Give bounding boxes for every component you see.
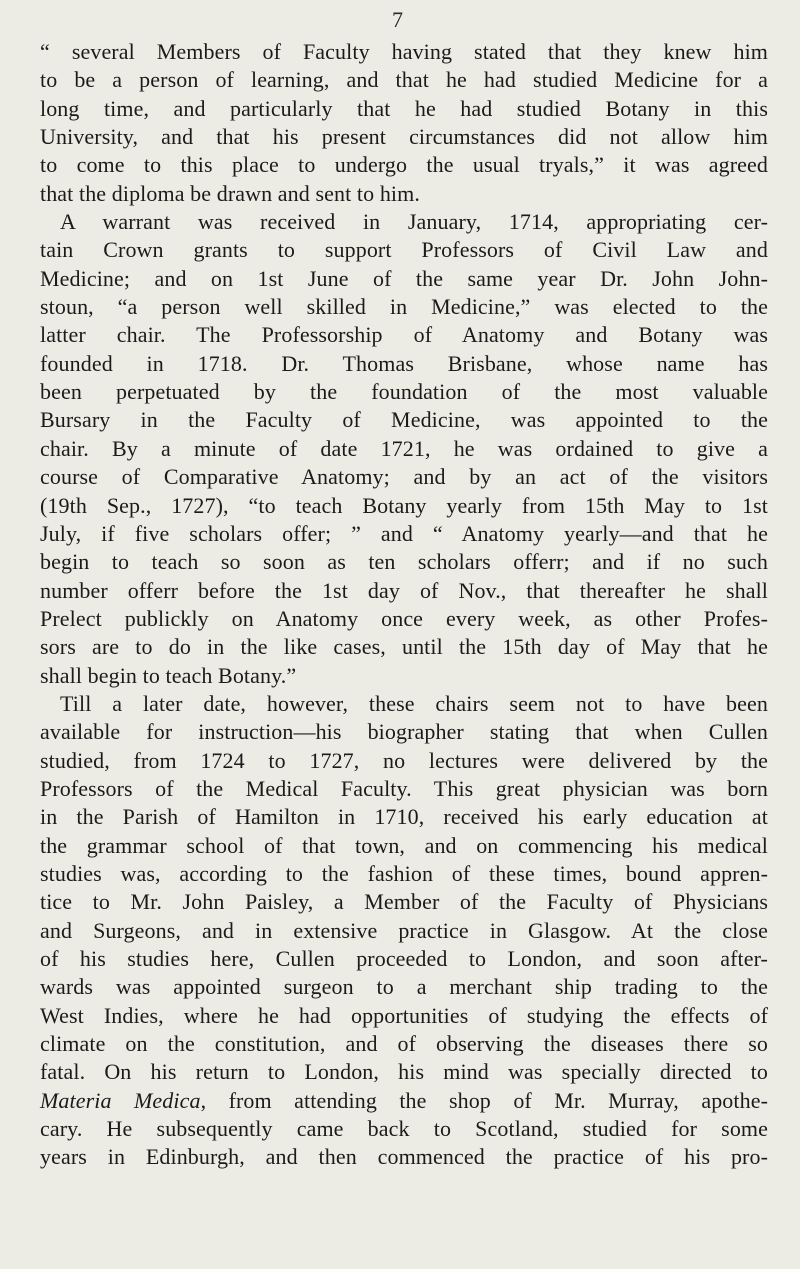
- text-line: tice to Mr. John Paisley, a Member of the Faculty of Physicians: [40, 889, 768, 915]
- body-text: [40, 38, 768, 1172]
- text-line: to be a person of learning, and that he had studied Medicine for a: [40, 67, 768, 93]
- text-line: cary. He subsequently came back to Scotland, studied for some: [40, 1116, 768, 1142]
- text-line: founded in 1718. Dr. Thomas Brisbane, whose name has: [40, 350, 768, 376]
- text-line: of his studies here, Cullen proceeded to London, and soon after-: [40, 946, 768, 971]
- text-line: Medicine; and on 1st June of the same year Dr. John John-: [40, 265, 768, 291]
- text-line: July, if five scholars offer; ” and “ Anatomy yearly—and that he: [40, 520, 768, 546]
- text-line: course of Comparative Anatomy; and by an act of the visitors: [40, 464, 768, 490]
- text-line: been perpetuated by the foundation of the most valuable: [40, 379, 768, 405]
- text-line: fatal. On his return to London, his mind was specially directed to: [40, 1059, 768, 1085]
- text-line: years in Edinburgh, and then commenced the practice of his pro-: [40, 1144, 768, 1170]
- text-line: Prelect publickly on Anatomy once every week, as other Profes-: [40, 605, 768, 631]
- text-line: available for instruction—his biographer stating that when Cullen: [40, 719, 768, 745]
- text-line: (19th Sep., 1727), “to teach Botany yearly from 15th May to 1st: [40, 492, 768, 518]
- text-line: that the diploma be drawn and sent to him.: [40, 180, 420, 206]
- text-line: Bursary in the Faculty of Medicine, was appointed to the: [40, 407, 768, 433]
- text-line: number offerr before the 1st day of Nov., that thereafter he shall: [40, 577, 768, 603]
- italic-term: Materia Medica: [40, 1087, 201, 1113]
- text-line: sors are to do in the like cases, until the 15th day of May that he: [40, 634, 768, 660]
- text-line: A warrant was received in January, 1714, appropriating cer-: [60, 209, 768, 235]
- text-line: latter chair. The Professorship of Anatomy and Botany was: [40, 322, 768, 348]
- text-line: long time, and particularly that he had studied Botany in this: [40, 95, 768, 121]
- text-line: the grammar school of that town, and on commencing his medical: [40, 832, 768, 858]
- text-line: wards was appointed surgeon to a merchant ship trading to the: [40, 974, 768, 1000]
- text-line: Materia Medica, from attending the shop of Mr. Murray, apothe-: [40, 1087, 768, 1113]
- text-line: tain Crown grants to support Professors of Civil Law and: [40, 237, 768, 263]
- text-line: stoun, “a person well skilled in Medicine,” was elected to the: [40, 294, 768, 320]
- text-line: studied, from 1724 to 1727, no lectures were delivered by the: [40, 747, 768, 773]
- text-line: chair. By a minute of date 1721, he was ordained to give a: [40, 435, 768, 461]
- text-line: and Surgeons, and in extensive practice in Glasgow. At the close: [40, 917, 768, 943]
- text-line: Professors of the Medical Faculty. This great physician was born: [40, 775, 768, 801]
- text-line: begin to teach so soon as ten scholars offerr; and if no such: [40, 549, 768, 575]
- text-line: shall begin to teach Botany.”: [40, 662, 297, 688]
- text-line: in the Parish of Hamilton in 1710, received his early education at: [40, 804, 768, 830]
- text-line: “ several Members of Faculty having stated that they knew him: [40, 39, 768, 64]
- text-line: studies was, according to the fashion of these times, bound appren-: [40, 860, 768, 886]
- text-line: to come to this place to undergo the usual tryals,” it was agreed: [40, 152, 768, 178]
- text-line: climate on the constitution, and of observing the diseases there so: [40, 1031, 768, 1057]
- page-number: 7: [392, 7, 403, 32]
- text-line: University, and that his present circumstances did not allow him: [40, 124, 768, 150]
- text-line: Till a later date, however, these chairs seem not to have been: [60, 690, 768, 716]
- text-line: West Indies, where he had opportunities of studying the effects of: [40, 1002, 768, 1028]
